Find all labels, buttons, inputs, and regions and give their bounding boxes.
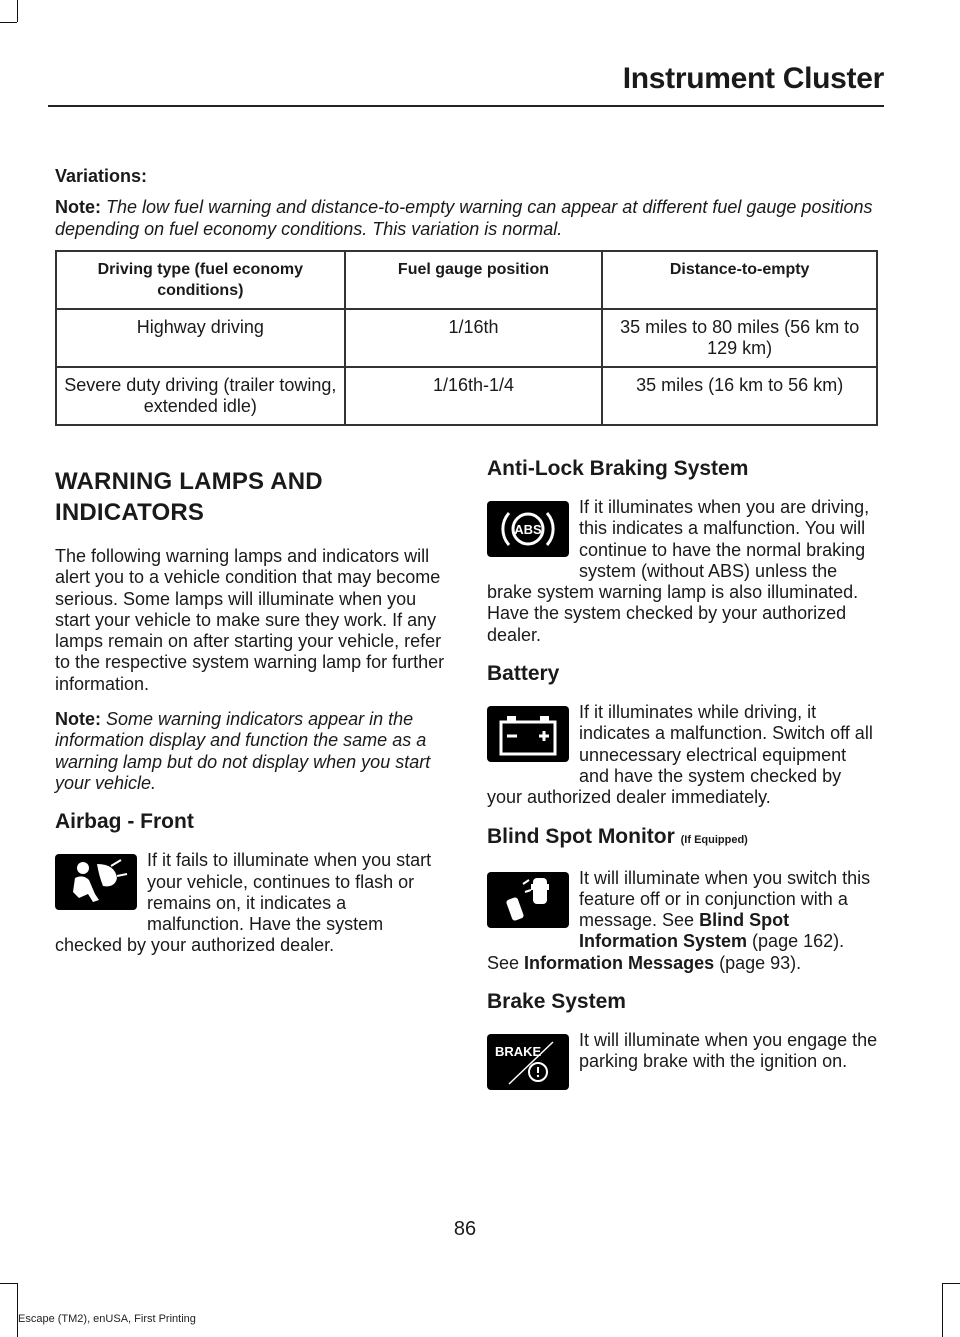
crop-mark	[942, 1283, 943, 1337]
airbag-heading: Airbag - Front	[55, 810, 194, 834]
page-title: Instrument Cluster	[622, 62, 884, 95]
airbag-section	[55, 850, 447, 956]
crop-mark	[943, 1283, 960, 1284]
battery-text: If it illuminates while driving, it indicates a malfunction. Switch off all unnecessary electrical equipment and have the system checked by your authorized dealer immediately.	[487, 702, 873, 808]
table-header: Distance-to-empty	[602, 251, 877, 309]
abs-icon	[487, 501, 569, 557]
abs-text: If it illuminates when you are driving, this indicates a malfunction. You will continue to have the normal braking system (without ABS) unless the brake system warning lamp is also illuminated. Have the system checked by your authorized dealer.	[487, 497, 870, 645]
table-cell: 35 miles to 80 miles (56 km to 129 km)	[602, 309, 877, 367]
table-header: Fuel gauge position	[345, 251, 603, 309]
blind-spot-page-1: (page 162). See	[487, 931, 845, 973]
crop-mark	[17, 0, 18, 22]
note-text: The low fuel warning and distance-to-empty warning can appear at different fuel gauge positions depending on fuel economy conditions. This variation is normal.	[55, 197, 873, 239]
table-cell: 1/16th-1/4	[345, 367, 603, 425]
brake-icon	[487, 1034, 569, 1090]
blind-spot-heading	[487, 823, 879, 854]
brake-icon-label: BRAKE	[495, 1044, 542, 1060]
blind-spot-qualifier: (If Equipped)	[680, 833, 748, 846]
warning-intro: The following warning lamps and indicators will alert you to a vehicle condition that may become serious. Some lamps will illuminate when you start your vehicle to make sure they work. If any lamps remain on after starting your vehicle, refer to the respective system warning lamp for further information.	[55, 546, 445, 694]
abs-icon-label: ABS	[514, 522, 542, 537]
page-number: 86	[453, 1218, 477, 1240]
variations-note	[55, 196, 880, 240]
left-column	[55, 466, 447, 971]
crop-mark	[0, 1283, 17, 1284]
table-cell: Severe duty driving (trailer towing, extended idle)	[56, 367, 345, 425]
crop-mark	[17, 1283, 18, 1337]
information-messages-link[interactable]: Information Messages	[524, 952, 715, 973]
blind-spot-title: Blind Spot Monitor	[487, 824, 675, 848]
note-text: Some warning indicators appear in the information display and function the same as a warning lamp but do not display when you start your vehicle.	[55, 709, 431, 793]
right-column	[487, 455, 879, 1094]
brake-heading: Brake System	[487, 990, 626, 1014]
abs-section	[487, 497, 879, 660]
variations-heading: Variations:	[55, 166, 148, 186]
fuel-warning-table	[55, 250, 878, 426]
battery-section	[487, 702, 879, 822]
header-divider	[48, 105, 884, 107]
warning-lamps-heading: WARNING LAMPS AND INDICATORS	[55, 468, 323, 526]
table-cell: 1/16th	[345, 309, 603, 367]
table-row	[56, 367, 877, 425]
blind-spot-page-2: (page 93).	[719, 952, 802, 973]
blind-spot-info-link[interactable]: Blind Spot Information System	[579, 910, 790, 952]
crop-mark	[0, 22, 17, 23]
table-header: Driving type (fuel economy conditions)	[56, 251, 345, 309]
abs-heading: Anti-Lock Braking System	[487, 457, 749, 480]
table-cell: 35 miles (16 km to 56 km)	[602, 367, 877, 425]
table-header-row	[56, 251, 877, 309]
airbag-icon	[55, 854, 137, 910]
blind-spot-section	[487, 868, 879, 988]
battery-icon	[487, 706, 569, 762]
note-label: Note:	[55, 709, 101, 730]
brake-section	[487, 1030, 879, 1094]
note-label: Note:	[55, 197, 101, 217]
footer-text: Escape (TM2), enUSA, First Printing	[18, 1313, 196, 1325]
table-cell: Highway driving	[56, 309, 345, 367]
blind-spot-text-1: It will illuminate when you switch this feature off or in conjunction with a message. See	[579, 867, 871, 931]
battery-heading: Battery	[487, 662, 560, 686]
table-row	[56, 309, 877, 367]
brake-text: It will illuminate when you engage the parking brake with the ignition on.	[579, 1030, 878, 1072]
airbag-text: If it fails to illuminate when you start your vehicle, continues to flash or remains on, it indicates a malfunction. Have the system checked by your authorized dealer.	[55, 850, 432, 956]
blind-spot-icon	[487, 872, 569, 928]
warning-note	[55, 709, 447, 794]
